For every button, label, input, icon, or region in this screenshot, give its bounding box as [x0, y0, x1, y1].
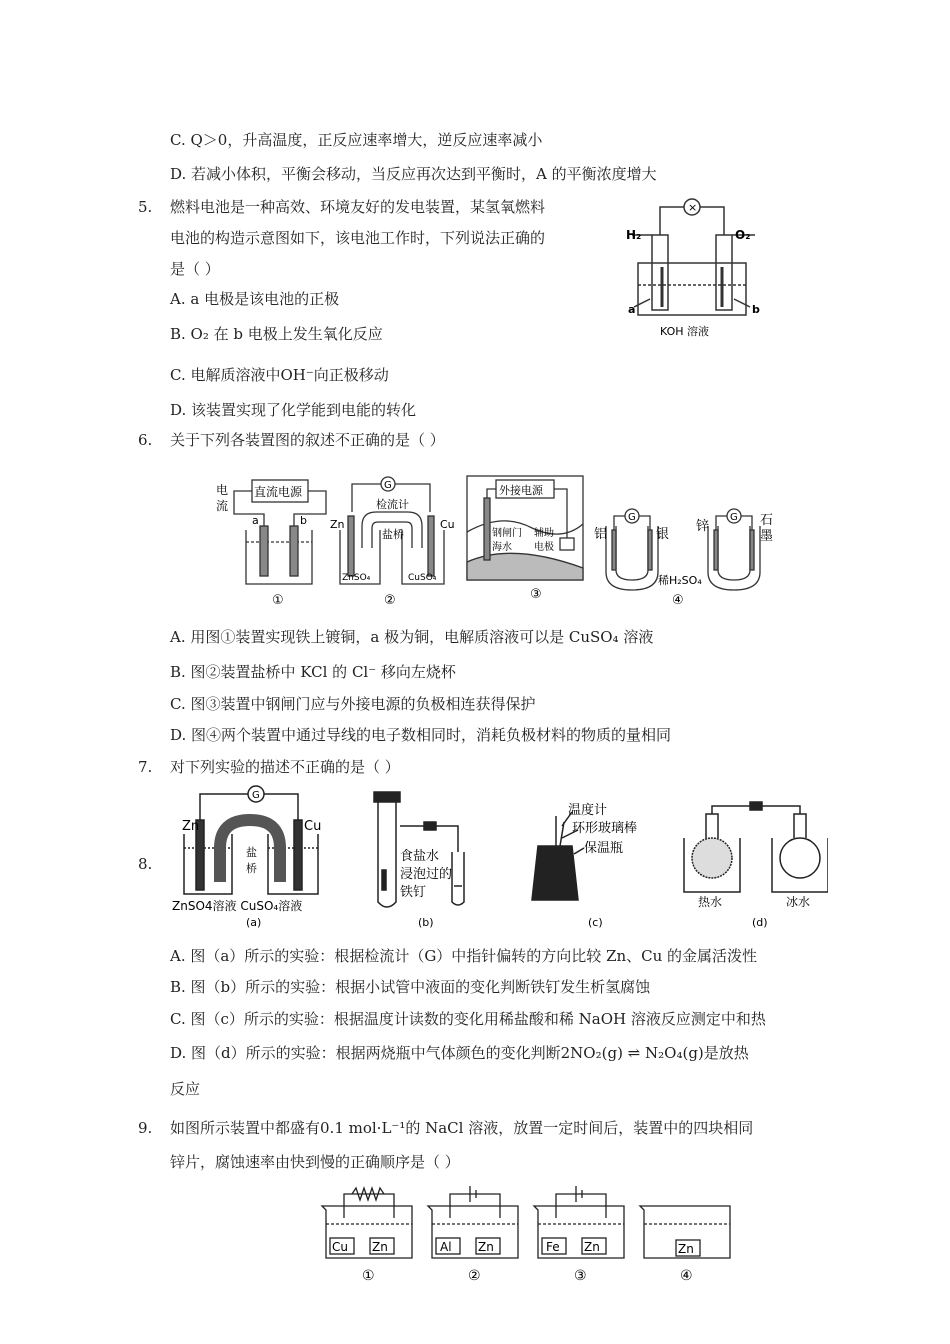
fig3-aux1: 辅助: [534, 528, 554, 539]
q6-option-a: A. 用图①装置实现铁上镀铜，a 极为铜，电解质溶液可以是 CuSO₄ 溶液: [170, 628, 654, 646]
q9-number: 9.: [138, 1119, 153, 1137]
fig1-label: ①: [272, 593, 284, 608]
cell2-zn: Zn: [478, 1240, 494, 1254]
electrode-a-label: a: [628, 303, 636, 316]
b-text2: 浸泡过的: [400, 867, 453, 882]
o2-label: O₂: [735, 228, 751, 242]
c-text3: 保温瓶: [584, 841, 624, 856]
q7-number: 7.: [138, 758, 153, 776]
q6-figures: [212, 472, 812, 612]
fig4-g1: G: [628, 512, 636, 523]
q9-stem-line2: 锌片，腐蚀速率由快到慢的正确顺序是（ ）: [170, 1153, 460, 1171]
fig4-zn: 锌: [696, 519, 710, 534]
a-g: G: [252, 790, 260, 801]
d-hot: 热水: [698, 895, 723, 909]
a-solutions: ZnSO4溶液 CuSO₄溶液: [172, 899, 303, 913]
fig4-acid: 稀H₂SO₄: [658, 574, 702, 587]
q7-option-b: B. 图（b）所示的实验：根据小试管中液面的变化判断铁钉发生析氢腐蚀: [170, 978, 651, 996]
c-text1: 温度计: [568, 803, 608, 818]
q7-stem: 对下列实验的描述不正确的是（ ）: [170, 758, 400, 776]
fig3-aux2: 电极: [534, 542, 554, 553]
a-label: (a): [246, 916, 262, 929]
cell4-zn: Zn: [678, 1242, 694, 1256]
cell1-cu: Cu: [332, 1240, 348, 1254]
fig2-cu: Cu: [440, 518, 455, 531]
fig4-al: 铝: [594, 527, 608, 542]
q7-figures: [168, 782, 828, 932]
fig4-label: ④: [672, 593, 684, 608]
fig3-power: 外接电源: [499, 484, 543, 497]
q5-option-d: D. 该装置实现了化学能到电能的转化: [170, 401, 417, 419]
cell1-label: ①: [362, 1268, 375, 1284]
q6-number: 6.: [138, 431, 153, 449]
b-label: (b): [418, 916, 434, 929]
q9-figures: [318, 1178, 738, 1288]
q7-option-d-cont: 反应: [170, 1080, 201, 1098]
q7-option-a: A. 图（a）所示的实验：根据检流计（G）中指针偏转的方向比较 Zn、Cu 的金属活泼性: [170, 947, 758, 965]
fig4-ag: 银: [656, 527, 670, 542]
fig4-g2: G: [730, 512, 738, 523]
q5-number: 5.: [138, 198, 153, 216]
fig3-seawater: 海水: [492, 542, 512, 553]
fig1-b: b: [300, 514, 307, 527]
q5-stem-line3: 是（ ）: [170, 260, 220, 278]
q4-option-c: C. Q＞0，升高温度，正反应速率增大，逆反应速率减小: [170, 131, 543, 149]
b-text3: 铁钉: [400, 885, 427, 900]
c-text2: 环形玻璃棒: [572, 821, 638, 836]
fig2-znso4: ZnSO₄: [342, 573, 371, 583]
fuel-cell-figure: [620, 195, 770, 345]
fig1-power: 直流电源: [254, 485, 303, 499]
cell2-label: ②: [468, 1268, 481, 1284]
fig2-label: ②: [384, 593, 396, 608]
q8-number: 8.: [138, 855, 153, 873]
fig2-cuso4: CuSO₄: [408, 573, 437, 583]
fig1-a: a: [252, 514, 259, 527]
a-bridge1: 盐: [246, 846, 257, 859]
fig2-g: G: [384, 480, 392, 491]
q5-option-a: A. a 电极是该电池的正极: [170, 290, 340, 308]
fig2-bridge: 盐桥: [382, 528, 404, 541]
q6-stem: 关于下列各装置图的叙述不正确的是（ ）: [170, 431, 445, 449]
fig2-zn: Zn: [330, 518, 345, 531]
fig1-current-1: 电: [216, 483, 229, 497]
q7-option-d: D. 图（d）所示的实验：根据两烧瓶中气体颜色的变化判断2NO₂(g) ⇌ N₂O₄(g)是放热: [170, 1044, 749, 1062]
q6-option-b: B. 图②装置盐桥中 KCl 的 Cl⁻ 移向左烧杯: [170, 663, 456, 681]
q6-option-c: C. 图③装置中钢闸门应与外接电源的负极相连获得保护: [170, 695, 536, 713]
cell3-label: ③: [574, 1268, 587, 1284]
b-text1: 食盐水: [400, 849, 440, 864]
cell3-fe: Fe: [546, 1240, 560, 1254]
d-label: (d): [752, 916, 768, 929]
cell1-zn: Zn: [372, 1240, 388, 1254]
koh-caption: KOH 溶液: [660, 325, 710, 338]
fig1-current-2: 流: [216, 499, 229, 513]
h2-label: H₂: [626, 228, 642, 242]
q5-option-c: C. 电解质溶液中OH⁻向正极移动: [170, 366, 389, 384]
c-label: (c): [588, 916, 603, 929]
fig3-label: ③: [530, 587, 542, 602]
d-cold: 冰水: [786, 895, 811, 909]
a-bridge2: 桥: [246, 862, 257, 875]
cell4-label: ④: [680, 1268, 693, 1284]
q9-stem-line1: 如图所示装置中都盛有0.1 mol·L⁻¹的 NaCl 溶液，放置一定时间后，装置中的四块相同: [170, 1119, 754, 1137]
electrode-b-label: b: [752, 303, 760, 316]
cell2-al: Al: [440, 1240, 452, 1254]
q5-option-b: B. O₂ 在 b 电极上发生氧化反应: [170, 325, 383, 343]
fig4-c1: 石: [760, 513, 774, 528]
fig4-c2: 墨: [760, 529, 774, 544]
fig2-meter: 检流计: [376, 498, 409, 511]
a-cu: Cu: [304, 819, 322, 834]
fig3-gate: 钢闸门: [492, 528, 522, 539]
q4-option-d: D. 若减小体积，平衡会移动，当反应再次达到平衡时，A 的平衡浓度增大: [170, 165, 657, 183]
q5-stem-line1: 燃料电池是一种高效、环境友好的发电装置，某氢氧燃料: [170, 198, 546, 216]
cell3-zn: Zn: [584, 1240, 600, 1254]
q6-option-d: D. 图④两个装置中通过导线的电子数相同时，消耗负极材料的物质的量相同: [170, 726, 672, 744]
meter-symbol: ×: [688, 201, 698, 214]
q7-option-c: C. 图（c）所示的实验：根据温度计读数的变化用稀盐酸和稀 NaOH 溶液反应测定中和热: [170, 1010, 766, 1028]
a-zn: Zn: [182, 819, 200, 834]
q5-stem-line2: 电池的构造示意图如下，该电池工作时，下列说法正确的: [170, 229, 546, 247]
